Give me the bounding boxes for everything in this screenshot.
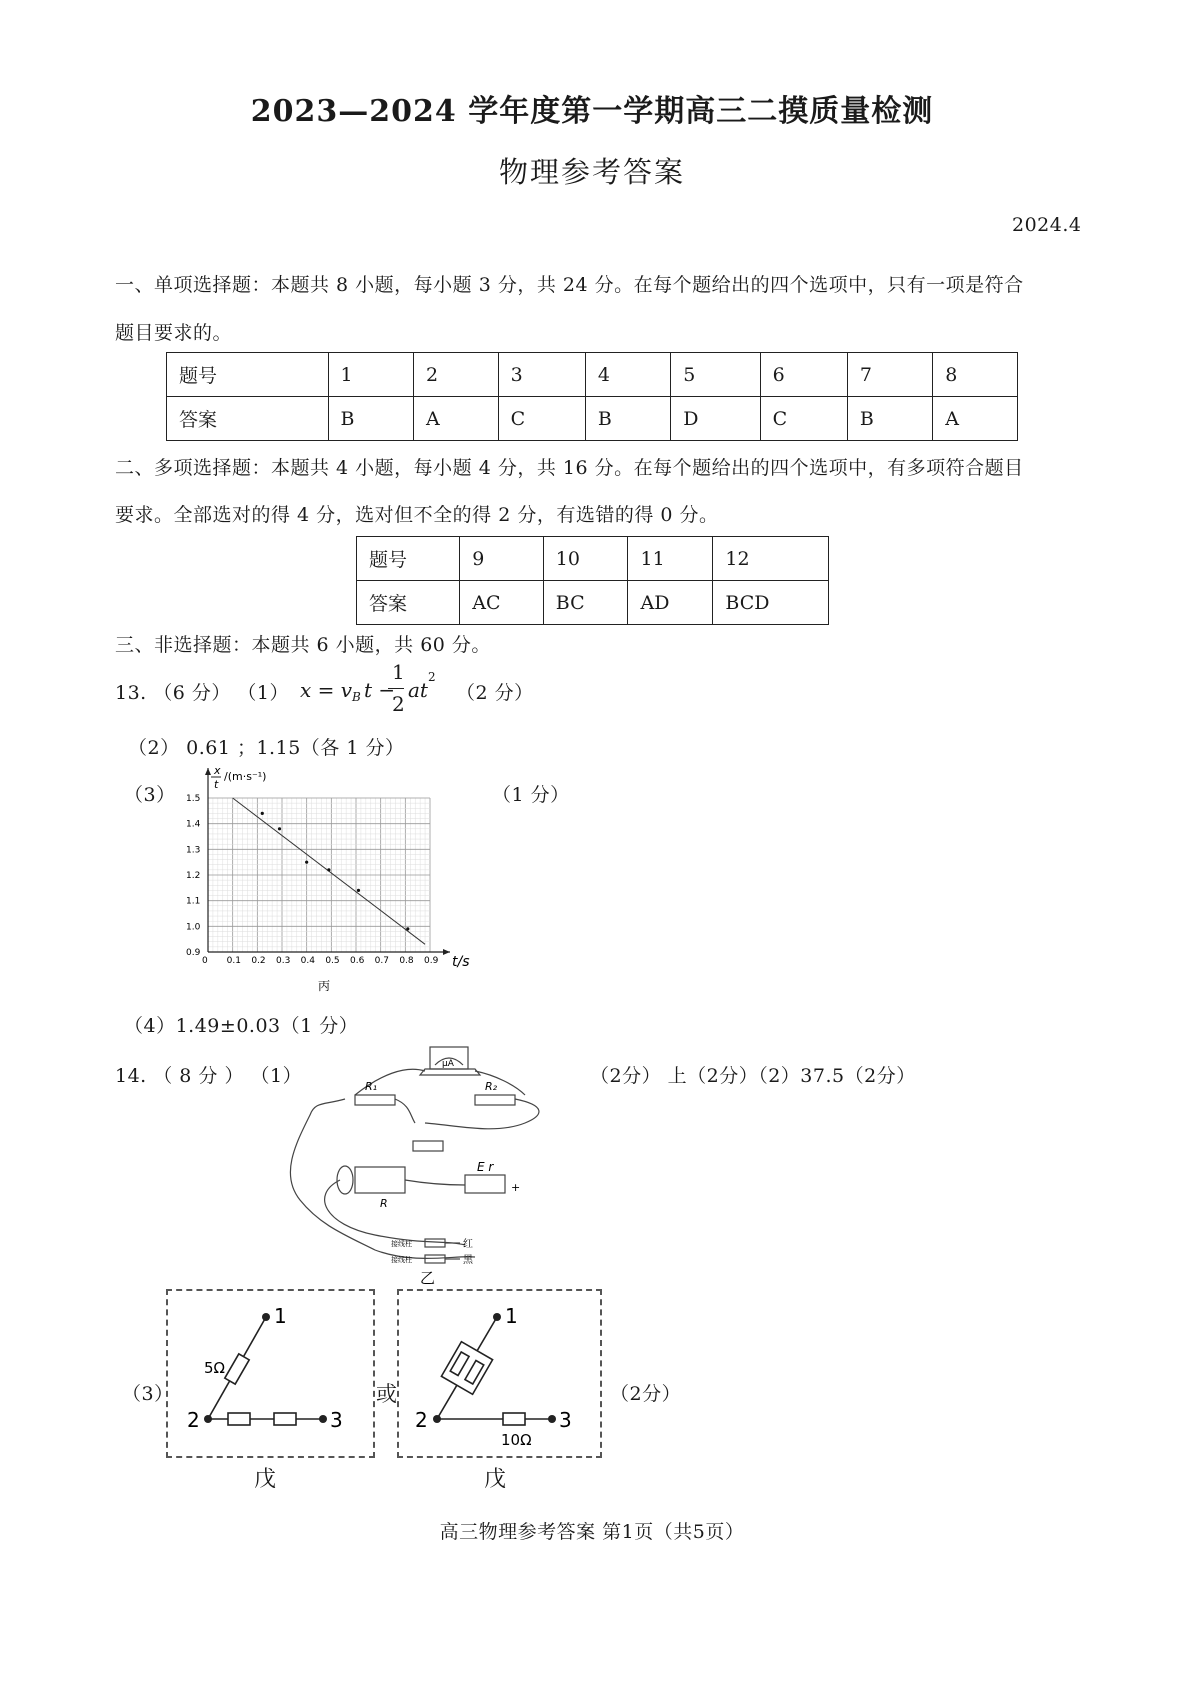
terminal-1-label: 1 — [505, 1304, 518, 1328]
data-point — [406, 927, 409, 930]
section2-intro-line1: 二、多项选择题：本题共 4 小题，每小题 4 分，共 16 分。在每个题给出的四个选项中，有多项符合题目 — [115, 457, 1024, 479]
answer-cell: AC — [460, 581, 544, 625]
terminal-1 — [262, 1313, 270, 1321]
resistor-value-label: 10Ω — [501, 1431, 532, 1449]
battery-plus-label: + — [511, 1181, 521, 1194]
multi-choice-answer-table — [356, 536, 829, 625]
q14-part3-label: （3） — [122, 1383, 174, 1405]
row-label-answer: 答案 — [357, 581, 460, 625]
y-label-numerator: x — [214, 764, 221, 777]
question-number: 12 — [713, 537, 829, 581]
binding-post-label-1: 接线柱 — [391, 1240, 412, 1248]
battery-er — [465, 1175, 505, 1193]
rheostat-r — [355, 1167, 405, 1193]
section1-intro-line2: 题目要求的。 — [115, 322, 233, 344]
terminal-2-label: 2 — [415, 1408, 428, 1432]
q13-part1-score: （2 分） — [456, 682, 534, 704]
x-tick-label: 0 — [202, 956, 208, 966]
data-point — [278, 827, 281, 830]
circuit-diagram-2 — [399, 1291, 600, 1456]
formula-numerator: 1 — [392, 660, 405, 684]
q13-heading: 13. （6 分） （1） — [115, 682, 290, 704]
row-label-answer: 答案 — [167, 397, 329, 441]
xt-vs-t-chart — [180, 760, 480, 996]
answer-cell: BCD — [713, 581, 829, 625]
single-choice-answer-table — [166, 352, 1018, 441]
formula-sup: 2 — [428, 670, 436, 684]
formula-tail: at — [408, 678, 428, 702]
x-axis-label: t/s — [452, 954, 470, 970]
meter-label: μA — [442, 1059, 454, 1069]
x-tick-label: 0.4 — [300, 956, 315, 966]
chart-grid — [208, 798, 430, 952]
data-point — [357, 889, 360, 892]
terminal-3 — [319, 1415, 327, 1423]
resistor-r2 — [475, 1095, 515, 1105]
table-row — [167, 397, 1018, 441]
y-axis-arrow — [205, 768, 211, 775]
page-title: 2023—2024 学年度第一学期高三二摸质量检测 — [250, 94, 934, 129]
q13-part3-label: （3） — [124, 784, 176, 806]
box2-caption: 戊 — [484, 1467, 507, 1492]
microammeter-base — [420, 1069, 480, 1075]
answer-cell: B — [847, 397, 932, 441]
q14-heading: 14. （ 8 分 ） （1） — [115, 1065, 303, 1087]
answer-cell: BC — [543, 581, 628, 625]
question-number: 7 — [847, 353, 932, 397]
terminal-2 — [204, 1415, 212, 1423]
circuit-box-option-2 — [397, 1289, 602, 1458]
question-number: 5 — [671, 353, 760, 397]
q13-part3-score: （1 分） — [492, 784, 570, 806]
x-tick-label: 0.2 — [251, 956, 266, 966]
answer-cell: D — [671, 397, 760, 441]
wire-r1-switch — [395, 1099, 415, 1123]
question-number: 3 — [498, 353, 585, 397]
y-label-unit: /(m·s⁻¹) — [224, 770, 267, 783]
chart-caption: 丙 — [318, 979, 331, 993]
y-tick-label: 1.4 — [186, 819, 201, 830]
chart-marks — [233, 798, 425, 944]
x-tick-label: 0.9 — [424, 956, 439, 966]
circuit-diagram-1 — [168, 1291, 373, 1456]
circuit-apparatus-sketch — [285, 1035, 575, 1285]
terminal-3 — [548, 1415, 556, 1423]
box1-caption: 戊 — [254, 1467, 277, 1492]
terminal-1-label: 1 — [274, 1304, 287, 1328]
y-tick-label: 0.9 — [186, 948, 201, 958]
x-tick-label: 0.5 — [325, 956, 340, 966]
terminal-1 — [493, 1313, 501, 1321]
section3-intro: 三、非选择题：本题共 6 小题，共 60 分。 — [115, 634, 491, 656]
photo-caption: 乙 — [420, 1269, 436, 1285]
binding-post-label-2: 接线柱 — [391, 1256, 412, 1264]
y-tick-label: 1.3 — [186, 845, 201, 856]
resistor-r1 — [355, 1095, 395, 1105]
answer-cell: A — [413, 397, 498, 441]
q13-part2: （2） 0.61 ；1.15（各 1 分） — [128, 737, 405, 759]
y-tick-label: 1.2 — [186, 871, 201, 881]
page-subtitle: 物理参考答案 — [498, 155, 685, 189]
x-tick-label: 0.1 — [226, 956, 241, 966]
formula-sub: B — [352, 690, 361, 704]
r2-label: R₂ — [485, 1080, 498, 1093]
circuit-box-option-1 — [166, 1289, 375, 1458]
q13-part4: （4）1.49±0.03（1 分） — [124, 1015, 359, 1037]
question-number: 10 — [543, 537, 628, 581]
rheostat-label: R — [380, 1197, 388, 1210]
answer-cell: B — [585, 397, 670, 441]
question-number: 11 — [628, 537, 713, 581]
question-number: 9 — [460, 537, 544, 581]
y-tick-label: 1.5 — [186, 794, 201, 804]
data-point — [327, 868, 330, 871]
question-number: 1 — [328, 353, 413, 397]
date: 2024.4 — [1012, 214, 1082, 236]
question-number: 6 — [760, 353, 847, 397]
question-number: 8 — [933, 353, 1018, 397]
terminal-3-label: 3 — [330, 1408, 343, 1432]
table-row — [357, 581, 829, 625]
section2-intro-line2: 要求。全部选对的得 4 分，选对但不全的得 2 分，有选错的得 0 分。 — [115, 504, 719, 526]
r1-label: R₁ — [365, 1080, 378, 1093]
question-number: 2 — [413, 353, 498, 397]
answer-cell: AD — [628, 581, 713, 625]
wire-meter-r2 — [475, 1071, 525, 1095]
table-row — [167, 353, 1018, 397]
formula-denominator: 2 — [392, 692, 405, 716]
row-label-number: 题号 — [357, 537, 460, 581]
probe-black — [425, 1255, 445, 1263]
question-number: 4 — [585, 353, 670, 397]
table-row — [357, 537, 829, 581]
x-tick-label: 0.8 — [399, 956, 414, 966]
q14-answers: （2分） 上（2分）（2）37.5（2分） — [590, 1065, 916, 1087]
formula-lhs: x = v — [300, 678, 353, 702]
answer-cell: A — [933, 397, 1018, 441]
section1-intro-line1: 一、单项选择题：本题共 8 小题，每小题 3 分，共 24 分。在每个题给出的四个选项中，只有一项是符合 — [115, 274, 1024, 296]
x-tick-label: 0.3 — [276, 956, 291, 966]
x-axis-arrow — [443, 949, 450, 955]
q13-formula — [300, 660, 440, 720]
or-label: 或 — [376, 1382, 398, 1406]
resistor-10ohm — [503, 1413, 525, 1425]
terminal-2 — [433, 1415, 441, 1423]
answer-cell: C — [760, 397, 847, 441]
terminal-3-label: 3 — [559, 1408, 572, 1432]
red-probe-label: 红 — [463, 1239, 473, 1250]
black-probe-label: 黑 — [463, 1255, 473, 1266]
page-footer: 高三物理参考答案 第1页（共5页） — [439, 1521, 745, 1543]
q14-part3-score: （2分） — [610, 1383, 682, 1405]
resistor-a — [228, 1413, 250, 1425]
switch — [413, 1141, 443, 1151]
parallel-frame — [441, 1342, 492, 1395]
row-label-number: 题号 — [167, 353, 329, 397]
answer-cell: B — [328, 397, 413, 441]
data-point — [261, 812, 264, 815]
y-tick-label: 1.0 — [186, 922, 201, 933]
terminal-2-label: 2 — [187, 1408, 200, 1432]
resistor-5ohm — [225, 1354, 249, 1384]
x-tick-label: 0.6 — [350, 956, 365, 966]
x-tick-label: 0.7 — [374, 956, 389, 966]
fraction-bar — [388, 688, 404, 689]
y-tick-label: 1.1 — [186, 896, 201, 907]
battery-label: E r — [477, 1160, 494, 1174]
formula-mid: t − — [364, 678, 396, 702]
data-point — [305, 861, 308, 864]
resistor-value-label: 5Ω — [204, 1359, 226, 1377]
wire-long-left — [290, 1099, 475, 1258]
probe-red — [425, 1239, 445, 1247]
wire-rheostat-battery — [405, 1180, 465, 1185]
answer-cell: C — [498, 397, 585, 441]
y-label-denominator: t — [214, 778, 219, 791]
wire-r2-switch — [425, 1099, 539, 1129]
resistor-b — [274, 1413, 296, 1425]
